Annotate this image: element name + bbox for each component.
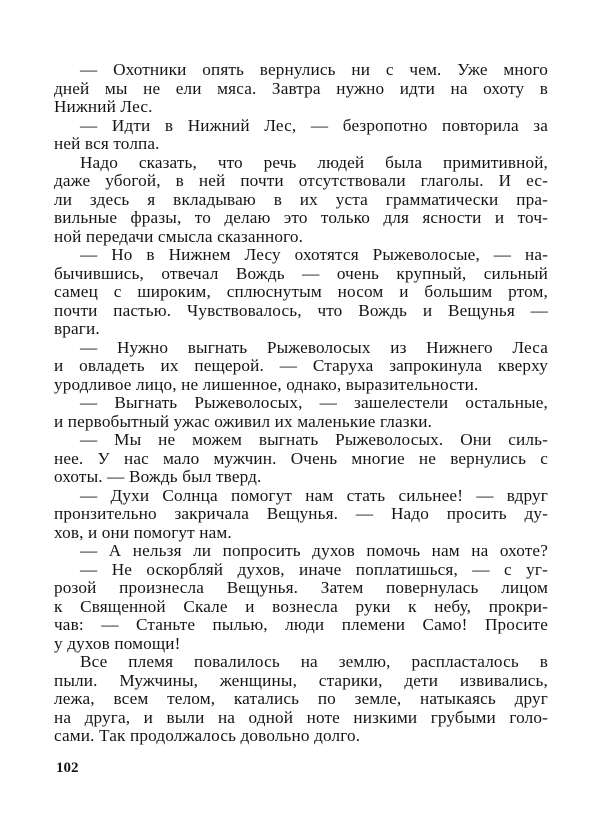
text-line: ной передачи смысла сказанного. [54, 226, 304, 246]
text-line: и овладеть их пещерой. — Старуха запрокинула кверху [54, 356, 548, 375]
text-line: хов, и они помогут нам. [54, 522, 232, 542]
text-line: — Не оскорбляй духов, иначе поплатишься, — с уг- [80, 559, 548, 579]
text-line: ли здесь я вкладываю в их уста грамматически пра- [54, 189, 548, 209]
text-line: у духов помощи! [54, 633, 181, 653]
text-line: враги. [54, 319, 100, 338]
text-line: и первобытный ужас оживил их маленькие глазки. [54, 411, 433, 431]
text-line: нее. У нас мало мужчин. Очень многие не вернулись с [54, 448, 548, 468]
text-line: — Охотники опять вернулись ни с чем. Уже много [80, 60, 548, 79]
text-line: Все племя повалилось на землю, распласталось в [80, 652, 548, 671]
text-line: — Выгнать Рыжеволосых, — зашелестели остальные, [80, 393, 548, 412]
text-line: чав: — Станьте пылью, люди племени Само! Просите [54, 615, 548, 634]
text-line: — Духи Солнца помогут нам стать сильнее! — вдруг [80, 485, 548, 505]
text-line: даже убогой, в ней почти отсутствовали глаголы. И ес- [54, 171, 548, 190]
text-line: самец с широким, сплюснутым носом и большим ртом, [54, 282, 548, 301]
text-line: ней вся толпа. [54, 134, 160, 153]
text-line: — А нельзя ли попросить духов помочь нам на охоте? [80, 541, 548, 560]
text-line: Надо сказать, что речь людей была примитивной, [80, 152, 548, 172]
text-line: сами. Так продолжалось довольно долго. [54, 726, 361, 745]
page-number: 102 [56, 760, 79, 776]
text-line: розой произнесла Вещунья. Затем повернулась лицом [54, 578, 548, 597]
text-line: — Мы не можем выгнать Рыжеволосых. Они силь- [80, 430, 548, 449]
text-line: пыли. Мужчины, женщины, старики, дети извивались, [54, 670, 548, 690]
text-line: к Священной Скале и вознесла руки к небу, прокри- [54, 596, 548, 616]
text-line: Нижний Лес. [54, 97, 153, 116]
text-line: бычившись, отвечал Вождь — очень крупный, сильный [54, 263, 548, 283]
text-line: уродливое лицо, не лишенное, однако, выразительности. [54, 374, 479, 394]
text-line: на друга, и выли на одной ноте низкими грубыми голо- [54, 707, 548, 727]
text-line: пронзительно закричала Вещунья. — Надо просить ду- [54, 504, 548, 523]
text-line: — Нужно выгнать Рыжеволосых из Нижнего Леса [80, 337, 548, 357]
text-line: — Идти в Нижний Лес, — безропотно повторила за [80, 115, 548, 135]
book-page-text [54, 61, 548, 746]
text-line: вильные фразы, то делаю это только для ясности и точ- [54, 208, 548, 227]
text-line: почти пастью. Чувствовалось, что Вождь и Вещунья — [54, 300, 548, 320]
text-line: — Но в Нижнем Лесу охотятся Рыжеволосые, — на- [80, 245, 548, 264]
text-line: охоты. — Вождь был тверд. [54, 467, 262, 486]
text-line: дней мы не ели мяса. Завтра нужно идти на охоту в [54, 78, 548, 98]
text-line: лежа, всем телом, катались по земле, натыкаясь друг [54, 689, 548, 708]
